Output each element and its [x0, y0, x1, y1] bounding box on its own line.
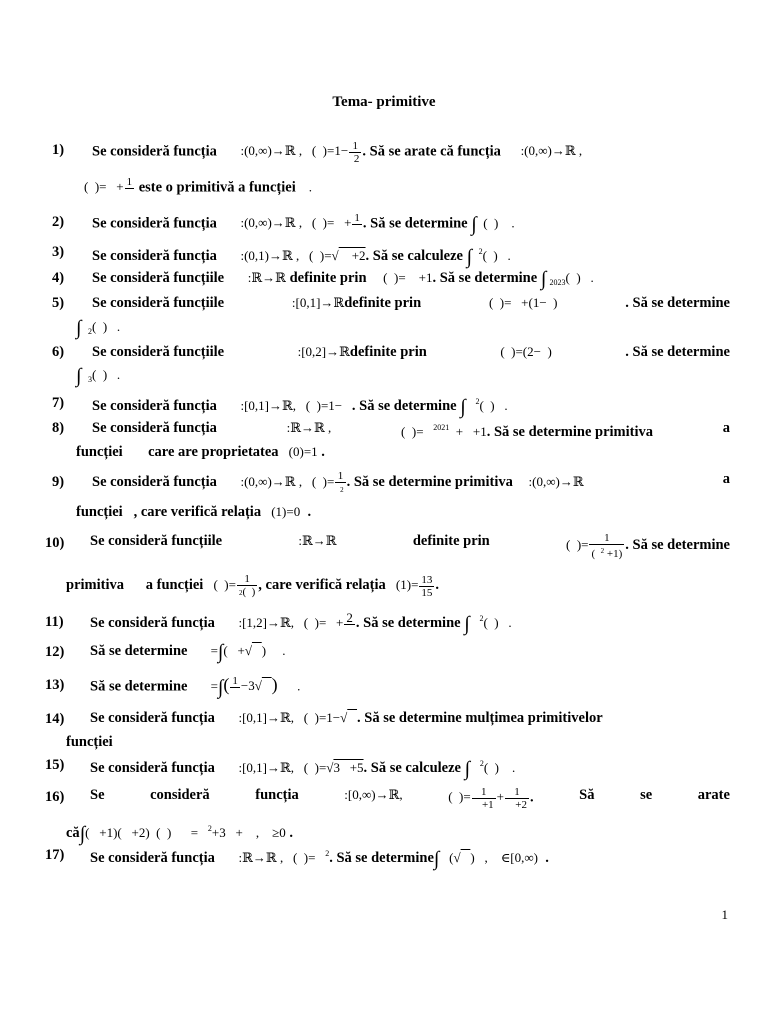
item-number: 3)	[52, 244, 65, 260]
item-12: Să se determine =∫( +√ ) .	[90, 641, 286, 663]
item-13: Să se determine =∫( 1 −3√ ) .	[90, 674, 301, 699]
item-10-line-2: primitiva a funcției ( )= $\frac{1}{2( )}$ , care verifică relația (1)= $\frac{13}{15}$ .	[66, 573, 440, 599]
item-number: 8)	[52, 420, 65, 436]
item-number: 12)	[45, 644, 65, 660]
item-3: Se consideră funcția :(0,1)→ℝ , ( )=√ +2. Să se calculeze ∫ $^2$( ) .	[92, 246, 511, 268]
item-number: 13)	[45, 677, 65, 693]
item-14-line-2: funcției	[66, 734, 113, 750]
item-9-line-1: Se consideră funcția :(0,∞)→ℝ , ( )= $\frac{1}{2}$ . Să se determine primitiva :(0,∞)→ℝ a	[92, 470, 730, 494]
item-number: 16)	[45, 789, 65, 805]
item-number: 9)	[52, 474, 65, 490]
page-title: Tema- primitive	[332, 94, 436, 110]
item-number: 10)	[45, 535, 65, 551]
item-8-line-2: funcției care are proprietatea (0)=1 .	[76, 444, 325, 460]
item-number: 7)	[52, 395, 65, 411]
item-11: Se consideră funcția :[1,2]→ℝ, ( )= + 2 . Să se determine ∫ $^2$( ) .	[90, 609, 512, 635]
item-number: 1)	[52, 142, 65, 158]
item-5-line-1: Se consideră funcțiile :[0,1]→ℝdefinite prin ( )= +(1− ) . Să se determine	[92, 295, 730, 311]
item-7: Se consideră funcția :[0,1]→ℝ, ( )=1− . Să se determine ∫ $^2$( ) .	[92, 396, 508, 418]
item-number: 2)	[52, 214, 65, 230]
item-2: Se consideră funcția :(0,∞)→ℝ , ( )= + 1 . Să se determine ∫ ( ) .	[92, 212, 515, 236]
page-number: 1	[721, 907, 728, 922]
item-number: 15)	[45, 757, 65, 773]
item-6-line-1: Se consideră funcțiile :[0,2]→ℝdefinite prin ( )=(2− ) . Să se determine	[92, 344, 730, 360]
item-9-line-2: funcției , care verifică relația (1)=0 .	[76, 504, 312, 520]
item-17: Se consideră funcția :ℝ→ℝ , ( )= $^2$. Să se determine∫ (√ ) , ∈[0,∞) .	[90, 848, 549, 870]
item-5-line-2: ∫ $_2$( ) .	[76, 317, 121, 339]
item-16-line-1: Se consideră funcția :[0,∞)→ℝ, ( )= $\frac{1}{+1}$ + $\frac{1}{+2}$ . Să se arate	[90, 786, 730, 811]
item-15: Se consideră funcția :[0,1]→ℝ, ( )=√3 +5. Să se calculeze ∫ $^2$( ) .	[90, 758, 516, 780]
item-number: 4)	[52, 270, 65, 286]
item-10-line-1: Se consideră funcțiile :ℝ→ℝ definite prin ( )= $\frac{1}{( ^2 +1)}$ . Să se determine	[90, 532, 730, 560]
item-1-line-2: ( )= + 1 este o primitivă a funcției .	[84, 176, 313, 196]
item-number: 17)	[45, 847, 65, 863]
item-number: 11)	[45, 614, 64, 630]
item-number: 14)	[45, 711, 65, 727]
item-4: Se consideră funcțiile :ℝ→ℝ definite prin ( )= +1. Să se determine ∫ $_{2023}$( ) .	[92, 268, 594, 290]
item-6-line-2: ∫ $_3$( ) .	[76, 365, 121, 387]
item-1-line-1: Se consideră funcția :(0,∞)→ℝ , ( )=1− $\frac{1}{2}$ . Să se arate că funcția :(0,∞)→ℝ ,	[92, 140, 583, 165]
item-16-line-2: că∫( +1)( +2) ( ) = $^2$+3 + , ≥0 .	[66, 823, 293, 845]
item-14-line-1: Se consideră funcția :[0,1]→ℝ, ( )=1−√ . Să se determine mulțimea primitivelor	[90, 710, 603, 726]
item-number: 5)	[52, 295, 65, 311]
item-number: 6)	[52, 344, 65, 360]
item-8-line-1: Se consideră funcția :ℝ→ℝ , ( )= $^{2021}$ + +1. Să se determine primitiva a	[92, 420, 730, 440]
